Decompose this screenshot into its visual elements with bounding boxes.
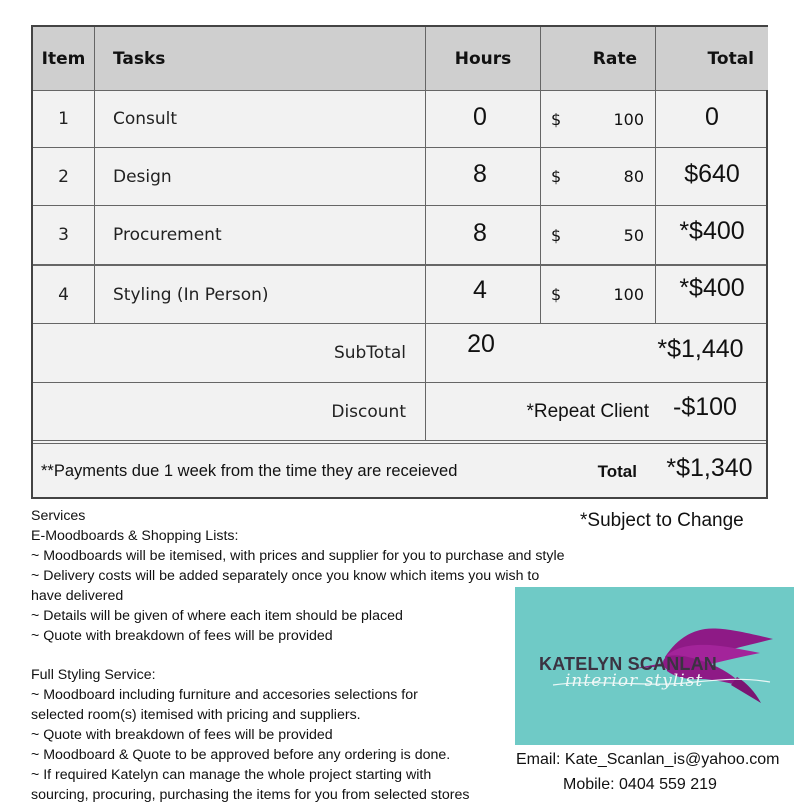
row-hours: 0 [473,102,487,131]
emood-line: ~ Moodboards will be itemised, with prices and supplier for you to purchase and style [31,548,565,564]
row-item-number: 1 [58,109,69,129]
header-hours: Hours [454,48,512,69]
emood-line: ~ Details will be given of where each item should be placed [31,608,403,624]
logo-name: KATELYN SCANLAN [539,654,718,674]
subject-to-change-note: *Subject to Change [580,510,744,531]
services-heading: Services [31,508,86,524]
discount-note: *Repeat Client [526,400,649,422]
contact-email: Email: Kate_Scanlan_is@yahoo.com [516,751,780,768]
subtotal-label: SubTotal [333,343,406,363]
subtotal-total: *$1,440 [657,334,744,363]
emoodboards-title: E-Moodboards & Shopping Lists: [31,528,239,544]
row-item-number: 4 [58,284,69,305]
row-currency: $ [551,167,562,186]
header-rate: Rate [592,48,637,69]
full-line: sourcing, procuring, purchasing the items for you from selected stores [31,787,470,803]
grand-total: *$1,340 [666,454,753,482]
full-line: selected room(s) itemised with pricing and suppliers. [31,707,361,723]
brand-logo [515,587,794,745]
row-rate: 50 [623,225,644,245]
row-item-number: 2 [58,166,69,187]
row-hours: 4 [473,276,487,304]
discount-label: Discount [331,401,406,422]
discount-total: -$100 [673,393,737,421]
contact-mobile: Mobile: 0404 559 219 [563,776,717,793]
full-line: ~ Quote with breakdown of fees will be provided [31,727,333,743]
row-task: Styling (In Person) [113,284,269,305]
row-task: Design [113,166,172,187]
column-divider [94,27,95,323]
quote-table [31,25,768,499]
header-item: Item [41,48,86,69]
row-rate: 80 [623,167,644,186]
full-line: ~ Moodboard & Quote to be approved before any ordering is done. [31,747,451,763]
row-total: *$400 [679,274,745,302]
row-total: 0 [705,102,719,131]
row-currency: $ [551,109,562,129]
emood-line: ~ Quote with breakdown of fees will be provided [31,628,333,644]
emood-line: have delivered [31,588,124,604]
row-currency: $ [551,225,562,245]
row-task: Procurement [113,225,222,245]
row-rate: 100 [613,285,644,304]
row-task: Consult [113,109,178,129]
payment-note: **Payments due 1 week from the time they are receieved [41,462,458,480]
total-label: Total [597,461,637,481]
header-total: Total [707,48,754,69]
full-line: ~ Moodboard including furniture and accesories selections for [31,687,418,703]
row-hours: 8 [473,218,487,247]
row-rate: 100 [613,109,644,129]
row-hours: 8 [473,160,487,188]
subtotal-hours: 20 [467,329,495,358]
emood-line: ~ Delivery costs will be added separately once you know which items you wish to [31,568,540,584]
logo-tagline: interior stylist [565,671,704,691]
full-line: ~ If required Katelyn can manage the whole project starting with [31,767,432,783]
row-total: *$400 [679,216,745,245]
row-item-number: 3 [58,225,69,245]
header-tasks: Tasks [113,48,166,69]
full-styling-title: Full Styling Service: [31,667,156,683]
row-total: $640 [684,160,740,188]
row-currency: $ [551,285,562,304]
